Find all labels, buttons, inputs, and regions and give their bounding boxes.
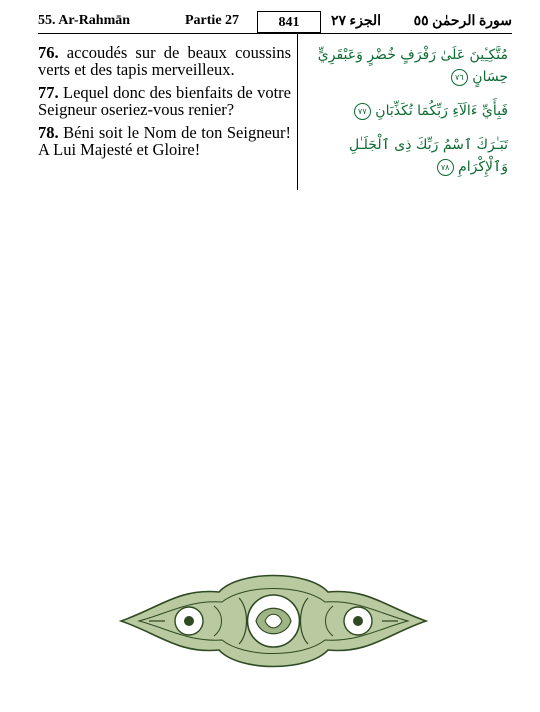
arabic-verse-text: فَبِأَيِّ ءَالَآءِ رَبِّكُمَا تُكَذِّبَانِ — [375, 103, 508, 119]
verse-ar-76 — [302, 44, 508, 88]
verse-number: 77. — [38, 83, 59, 102]
french-translation-column — [38, 44, 291, 164]
header-sura-title-fr: 55. Ar-Rahmān — [38, 13, 131, 28]
arabic-verse-text: تَبَـٰرَكَ ٱسْمُ رَبِّكَ ذِى ٱلْجَلَـٰلِ وَٱلْإِكْرَامِ — [348, 137, 508, 175]
verse-number: 78. — [38, 123, 59, 142]
verse-fr-78 — [38, 124, 291, 158]
sura-end-ornament — [119, 568, 428, 674]
header-sura-title-ar: سورة الرحمٰن ٥٥ — [413, 14, 512, 29]
verse-text: accoudés sur de beaux coussins verts et des tapis merveilleux. — [38, 43, 291, 79]
header-part-fr: Partie 27 — [185, 13, 240, 28]
column-divider — [297, 33, 298, 190]
page-number: 841 — [257, 11, 321, 33]
verse-number: 76. — [38, 43, 59, 62]
page-header — [38, 11, 512, 35]
header-divider — [38, 33, 512, 34]
verse-end-marker: ٧٨ — [437, 159, 454, 176]
verse-ar-77 — [302, 100, 508, 122]
verse-ar-78 — [302, 134, 508, 178]
arabic-text-column — [302, 44, 508, 190]
verse-end-marker: ٧٧ — [354, 103, 371, 120]
verse-text: Lequel donc des bienfaits de votre Seigneur oseriez-vous renier? — [38, 83, 292, 119]
verse-fr-76 — [38, 44, 291, 78]
verse-fr-77 — [38, 84, 291, 118]
verse-end-marker: ٧٦ — [451, 69, 468, 86]
header-juz-ar: الجزء ٢٧ — [331, 14, 382, 29]
arabic-verse-text: مُتَّكِـِٔينَ عَلَىٰ رَفْرَفٍ خُضْرٍ وَعَبْقَرِيٍّ حِسَانٍ — [317, 47, 508, 85]
verse-text: Béni soit le Nom de ton Seigneur! A Lui Majesté et Gloire! — [38, 123, 292, 159]
